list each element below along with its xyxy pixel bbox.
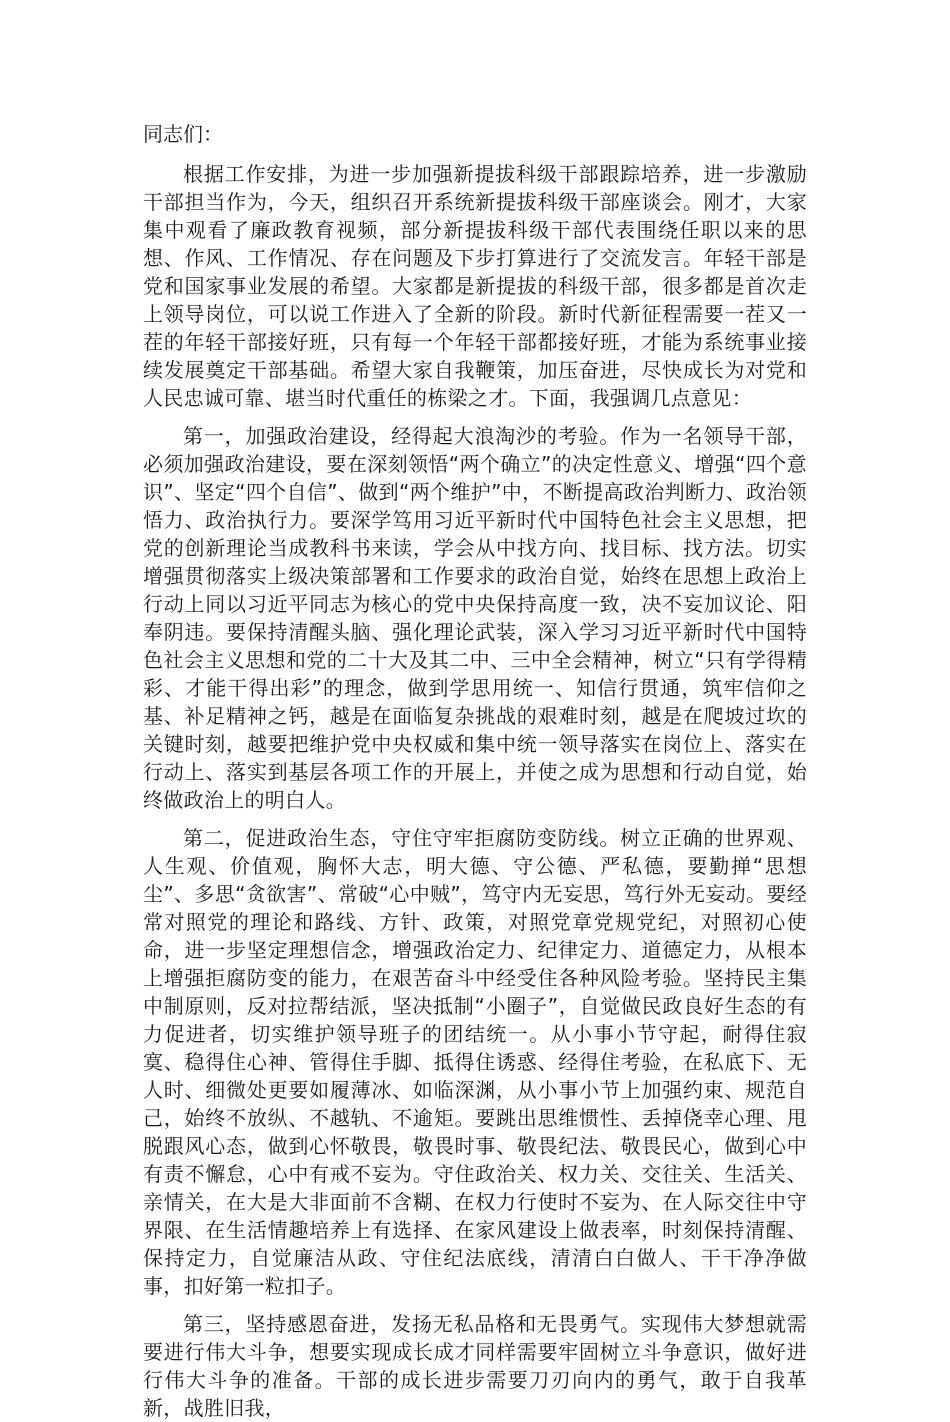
paragraph-point-three: 第三，坚持感恩奋进，发扬无私品格和无畏勇气。实现伟大梦想就需要进行伟大斗争，想要实现成长成才同样需要牢固树立斗争意识，做好进行伟大斗争的准备。干部的成长进步需要刀刃向内的勇气，敢于自我革新，战胜旧我， [143, 1312, 807, 1420]
paragraph-point-one: 第一，加强政治建设，经得起大浪淘沙的考验。作为一名领导干部，必须加强政治建设，要在深刻领悟“两个确立”的决定性意义、增强“四个意识”、坚定“四个自信”、做到“两个维护”中，不断提高政治判断力、政治领悟力、政治执行力。要深学笃用习近平新时代中国特色社会主义思想，把党的创新理论当成教科书来读，学会从中找方向、找目标、找方法。切实增强贯彻落实上级决策部署和工作要求的政治自觉，始终在思想上政治上行动上同以习近平同志为核心的党中央保持高度一致，决不妄加议论、阳奉阴违。要保持清醒头脑、强化理论武装，深入学习习近平新时代中国特色社会主义思想和党的二十大及其二中、三中全会精神，树立“只有学得精彩、才能干得出彩”的理念，做到学思用统一、知信行贯通，筑牢信仰之基、补足精神之钙，越是在面临复杂挑战的艰难时刻，越是在爬坡过坎的关键时刻，越要把维护党中央权威和集中统一领导落实在岗位上、落实在行动上、落实到基层各项工作的开展上，并使之成为思想和行动自觉，始终做政治上的明白人。 [143, 424, 807, 812]
paragraph-intro: 根据工作安排，为进一步加强新提拔科级干部跟踪培养，进一步激励干部担当作为，今天，组织召开系统新提拔科级干部座谈会。刚才，大家集中观看了廉政教育视频，部分新提拔科级干部代表围绕任职以来的思想、作风、工作情况、存在问题及下步打算进行了交流发言。年轻干部是党和国家事业发展的希望。大家都是新提拔的科级干部，很多都是首次走上领导岗位，可以说工作进入了全新的阶段。新时代新征程需要一茬又一茬的年轻干部接好班，只有每一个年轻干部都接好班，才能为系统事业接续发展奠定干部基础。希望大家自我鞭策，加压奋进，尽快成长为对党和人民忠诚可靠、堪当时代重任的栋梁之才。下面，我强调几点意见： [143, 162, 807, 410]
salutation: 同志们： [143, 122, 223, 146]
document-body [143, 118, 807, 1422]
paragraph-point-two: 第二，促进政治生态，守住守牢拒腐防变防线。树立正确的世界观、人生观、价值观，胸怀大志，明大德、守公德、严私德，要勤掸“思想尘”、多思“贪欲害”、常破“心中贼”，笃守内无妄思，笃行外无妄动。要经常对照党的理论和路线、方针、政策，对照党章党规党纪，对照初心使命，进一步坚定理想信念，增强政治定力、纪律定力、道德定力，从根本上增强拒腐防变的能力，在艰苦奋斗中经受住各种风险考验。坚持民主集中制原则，反对拉帮结派，坚决抵制“小圈子”，自觉做民政良好生态的有力促进者，切实维护领导班子的团结统一。从小事小节守起，耐得住寂寞、稳得住心神、管得住手脚、抵得住诱惑、经得住考验，在私底下、无人时、细微处更要如履薄冰、如临深渊，从小事小节上加强约束、规范自己，始终不放纵、不越轨、不逾矩。要跳出思维惯性、丢掉侥幸心理、甩脱跟风心态，做到心怀敬畏，敬畏时事、敬畏纪法、敬畏民心，做到心中有责不懈怠，心中有戒不妄为。守住政治关、权力关、交往关、生活关、亲情关，在大是大非面前不含糊、在权力行使时不妄为、在人际交往中守界限、在生活情趣培养上有选择、在家风建设上做表率，时刻保持清醒、保持定力，自觉廉洁从政、守住纪法底线，清清白白做人、干干净净做事，扣好第一粒扣子。 [143, 826, 807, 1298]
